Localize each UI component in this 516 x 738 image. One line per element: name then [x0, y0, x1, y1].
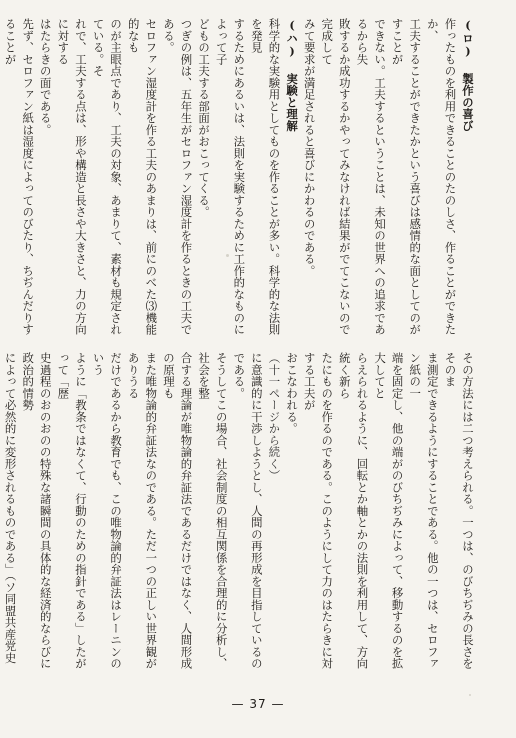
- text-line: セロファン湿度計を作る工夫のあまりは、前にのべた⑶機能的なも: [126, 18, 159, 336]
- text-line: みて要求が満足されると喜びにかわるのである。: [302, 18, 317, 277]
- text-line: らえられるように、回転とか軸とかの法則を利用して、方向統く新ら: [337, 352, 370, 670]
- text-line: その方法には二つ考えられる。一つは、のびちぢみの長さをそのま: [443, 352, 475, 670]
- text-line: によって必然的に変形されるものである」（ソ同盟共産党史: [3, 352, 18, 664]
- paper-spot: [226, 254, 229, 257]
- text-line: どもの工夫する部面がおこってくる。: [197, 18, 212, 218]
- upper-text-block: [3, 18, 476, 336]
- continuation-note: （十一ページから続く）: [267, 352, 282, 482]
- paper-spot: [469, 694, 471, 696]
- text-line: に意識的に干渉しようとし、人間の再形成を目指しているのである。: [232, 352, 264, 670]
- text-line: [0, 18, 1, 336]
- text-line: ように「教条ではなくて、行動のための指針である」したがって「歴: [56, 352, 88, 670]
- lower-text-block: [3, 352, 476, 670]
- text-line: そうしてこの場合、社会制度の相互関係を合理的に分析し、社会を整: [197, 352, 229, 670]
- text-line: また唯物論的弁証法なのである。ただ一つの正しい世界観がありうる: [126, 352, 159, 670]
- text-line: 先ず、セロファン紙は湿度によってのびたり、ちぢんだりすることが: [3, 18, 36, 336]
- text-line: 作ったものを利用できることのたのしさ、作ることができたか、: [425, 18, 458, 336]
- text-line: できない。工夫するということは、未知の世界への追求であるから失: [355, 18, 388, 336]
- page-number: — 37 —: [231, 697, 285, 711]
- section-heading: (ロ) 製作の喜び: [461, 18, 475, 132]
- text-line: 端を固定し、他の端がのびちぢみによって、移動するのを拡大してと: [373, 352, 405, 670]
- text-line: 工夫することができたかという喜びは感情的な面としてのがすことが: [390, 18, 423, 336]
- text-line: のが主眼点であり、工夫の対象、あまりて、素材も規定されている。そ: [91, 18, 124, 336]
- text-line: だけであるから教育でも、この唯物論的弁証法はレーニンのいう: [91, 352, 124, 670]
- text-line: 敗するか成功するかやってみなければ結果がでてこないので完成して: [320, 18, 352, 336]
- text-line: するためにあるいは、法則を実験するために工作的なものによって子: [214, 18, 247, 336]
- text-line: たにものを作るのである。このようにして力のはたらきに対する工夫が: [302, 352, 335, 670]
- text-line: 史過程のおのおのの特殊な諸瞬間の具体的な経済的ならびに政治的情勢: [21, 352, 53, 670]
- text-line: 科学的な実験用としてものを作ることが多い。科学的な法則を発見: [249, 18, 282, 336]
- text-line: つぎの例は、五年生がセロファン湿度計を作るときの工夫である。: [161, 18, 194, 336]
- text-line: はたらきの面である。: [38, 18, 53, 136]
- text-line: 合する理論が唯物論的弁証法であるだけではなく、人間形成の原理も: [161, 352, 194, 670]
- section-heading: (ハ) 実験と理解: [285, 18, 300, 132]
- text-line: おこなわれる。: [285, 352, 300, 435]
- text-line: ま測定できるようにすることである。他の一つは、セロファン紙の一: [408, 352, 440, 670]
- text-line: れで、工夫する点は、形や構造と長さや大きさと、力の方向に対する: [56, 18, 88, 336]
